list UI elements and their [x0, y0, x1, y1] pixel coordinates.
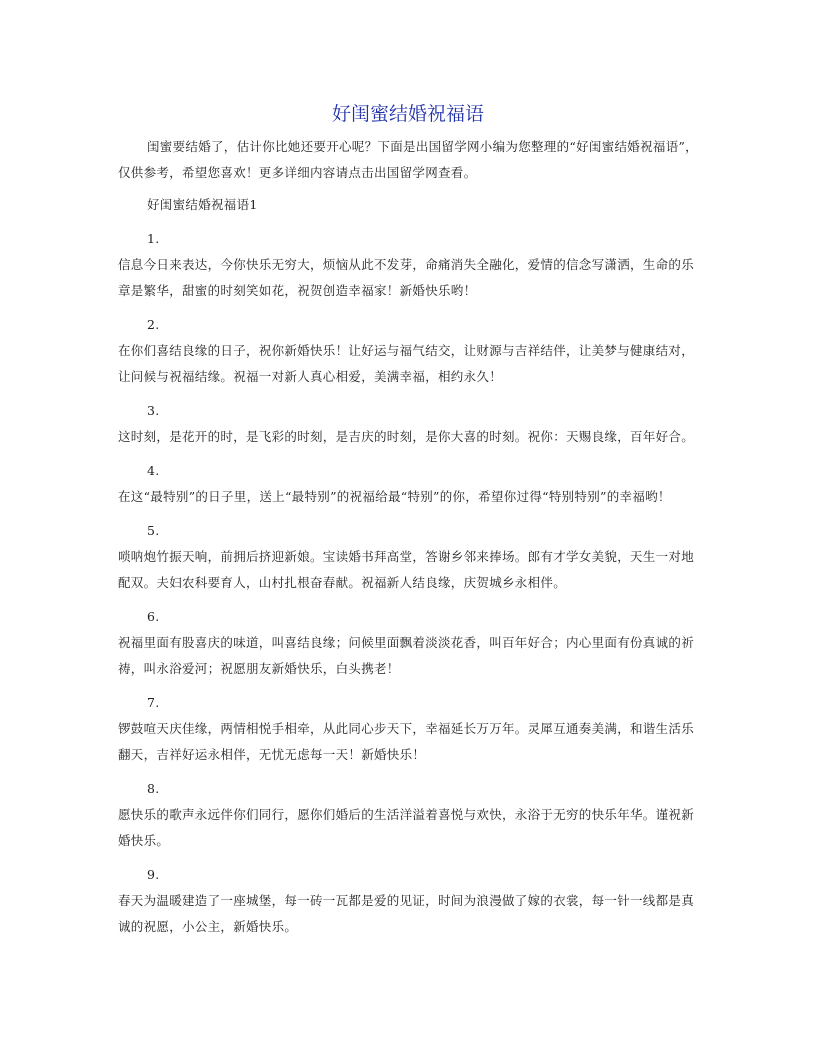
item-number: 4.	[147, 463, 160, 478]
item-number: 8.	[147, 781, 160, 796]
item-number: 6.	[147, 609, 160, 624]
item-paragraph: 春天为温暖建造了一座城堡，每一砖一瓦都是爱的见证，时间为浪漫做了嫁的衣裳，每一针一线都是真诚的祝愿，小公主，新婚快乐。	[118, 893, 695, 934]
item-paragraph: 唢呐炮竹振天响，前拥后挤迎新娘。宝读婚书拜高堂，答谢乡邻来捧场。郎有才学女美貌，天生一对地配双。夫妇农科要育人，山村扎根奋春献。祝福新人结良缘，庆贺城乡永相伴。	[118, 549, 695, 590]
item-paragraph: 在你们喜结良缘的日子，祝你新婚快乐！让好运与福气结交，让财源与吉祥结伴，让美梦与健康结对，让问候与祝福结缘。祝福一对新人真心相爱，美满幸福，相约永久！	[118, 343, 695, 384]
page-title: 好闺蜜结婚祝福语	[331, 103, 484, 125]
intro-paragraph: 闺蜜要结婚了，估计你比她还要开心呢？下面是出国留学网小编为您整理的“好闺蜜结婚祝福语”，仅供参考，希望您喜欢！更多详细内容请点击出国留学网查看。	[118, 139, 698, 180]
item-paragraph: 愿快乐的歌声永远伴你们同行，愿你们婚后的生活洋溢着喜悦与欢快，永浴于无穷的快乐年华。谨祝新婚快乐。	[118, 807, 695, 848]
item-number: 7.	[147, 695, 160, 710]
item-number: 1.	[147, 231, 160, 246]
item-number: 5.	[147, 523, 160, 538]
item-paragraph: 祝福里面有股喜庆的味道，叫喜结良缘；问候里面飘着淡淡花香，叫百年好合；内心里面有份真诚的祈祷，叫永浴爱河；祝愿朋友新婚快乐，白头携老！	[118, 635, 695, 676]
item-paragraph: 在这“最特别”的日子里，送上“最特别”的祝福给最“特别”的你，希望你过得“特别特别”的幸福哟！	[118, 489, 671, 504]
item-paragraph: 信息今日来表达，今你快乐无穷大，烦恼从此不发芽，命痛消失全融化，爱情的信念写潇洒，生命的乐章是繁华，甜蜜的时刻笑如花，祝贺创造幸福家！新婚快乐哟！	[118, 257, 695, 298]
item-number: 3.	[147, 403, 160, 418]
document-body	[118, 134, 698, 940]
item-paragraph: 这时刻，是花开的时，是飞彩的时刻，是吉庆的时刻，是你大喜的时刻。祝你：天赐良缘，百年好合。	[118, 429, 695, 444]
item-paragraph: 锣鼓喧天庆佳缘，两情相悦手相牵，从此同心步天下，幸福延长万万年。灵犀互通奏美满，和谐生活乐翻天，吉祥好运永相伴，无忧无虑每一天！新婚快乐！	[118, 721, 695, 762]
item-number: 2.	[147, 317, 160, 332]
section-heading: 好闺蜜结婚祝福语1	[147, 197, 258, 212]
item-number: 9.	[147, 867, 160, 882]
